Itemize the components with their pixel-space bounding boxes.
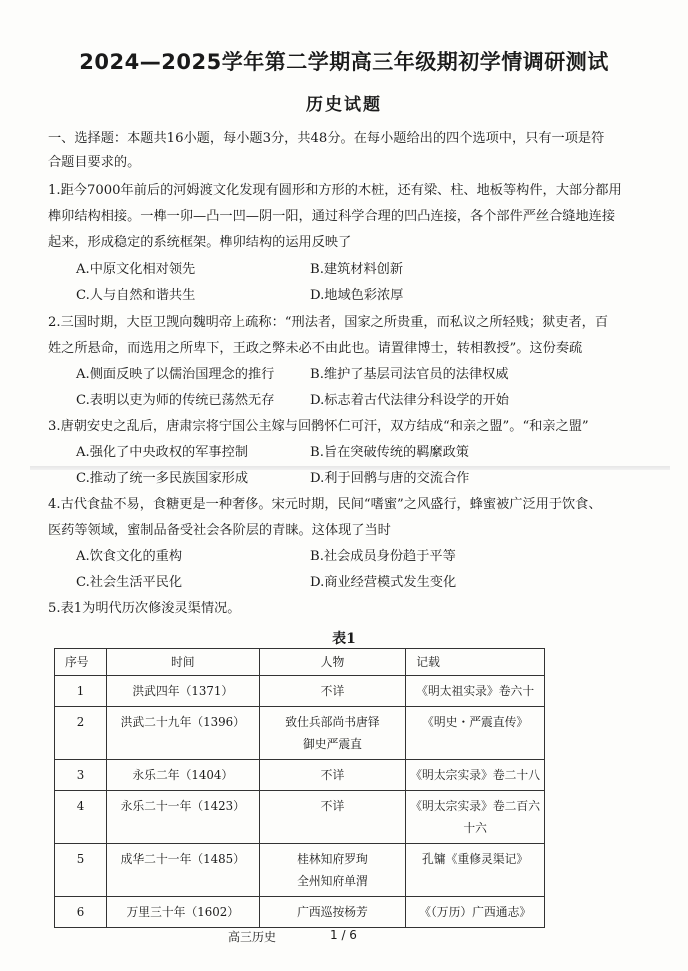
table-cell: 万里三十年（1602） [106,897,259,928]
table-row [55,897,545,928]
q4-option-a: A.饮食文化的重构 [76,549,183,564]
table-cell: 桂林知府罗珣 全州知府单渭 [259,844,406,897]
table-cell: 4 [55,791,107,844]
table-cell: 3 [55,760,107,791]
instructions-line-1: 一、选择题：本题共16小题，每小题3分，共48分。在每小题给出的四个选项中，只有一项是符 [48,131,605,146]
q3-option-a: A.强化了中央政权的军事控制 [76,445,248,460]
q2-option-d: D.标志着古代法律分科设学的开始 [310,393,509,408]
table-cell: 广西巡按杨芳 [259,897,406,928]
q1-option-c: C.人与自然和谐共生 [76,288,196,303]
q4-option-b: B.社会成员身份趋于平等 [310,549,456,564]
table-caption: 表1 [332,631,356,647]
q1-stem-line-1: 1.距今7000年前后的河姆渡文化发现有圆形和方形的木桩，还有梁、柱、地板等构件，大部分都用 [48,183,622,198]
table-cell: 《明史・严震直传》 [406,707,545,760]
q1-option-b: B.建筑材料创新 [310,262,404,277]
q1-option-d: D.地域色彩浓厚 [310,288,404,303]
q1-option-a: A.中原文化相对领先 [76,262,196,277]
table-row [55,760,545,791]
table-cell: 5 [55,844,107,897]
q3-option-d: D.利于回鹘与唐的交流合作 [310,471,470,486]
table-cell: 成华二十一年（1485） [106,844,259,897]
q1-stem-line-3: 起来，形成稳定的系统框架。榫卯结构的运用反映了 [48,235,352,250]
q4-stem-line-1: 4.古代食盐不易，食糖更是一种奢侈。宋元时期，民间“嗜蜜”之风盛行，蜂蜜被广泛用于饮食、 [48,497,602,512]
table-cell: 《明太祖实录》卷六十 [406,676,545,707]
table-cell: 致仕兵部尚书唐铎 御史严震直 [259,707,406,760]
q4-option-c: C.社会生活平民化 [76,575,183,590]
table-row [55,791,545,844]
table-1 [54,648,545,928]
table-cell: 永乐二十一年（1423） [106,791,259,844]
q5-stem-line-1: 5.表1为明代历次修浚灵渠情况。 [48,601,241,616]
table-header-cell: 人物 [259,649,406,676]
page-title: 2024—2025学年第二学期高三年级期初学情调研测试 [79,50,609,74]
table-header-cell: 记载 [406,649,545,676]
q2-stem-line-1: 2.三国时期，大臣卫觊向魏明帝上疏称：“刑法者，国家之所贵重，而私议之所轻贱；狱吏者，百 [48,315,609,330]
table-cell: 孔镛《重修灵渠记》 [406,844,545,897]
page-subtitle: 历史试题 [306,95,382,115]
table-row [55,676,545,707]
q3-option-c: C.推动了统一多民族国家形成 [76,471,249,486]
q1-stem-line-2: 榫卯结构相接。一榫一卯—凸一凹—阴一阳，通过科学合理的凹凸连接，各个部件严丝合缝地连接 [48,209,616,224]
q4-stem-line-2: 医药等领域，蜜制品备受社会各阶层的青睐。这体现了当时 [48,523,391,538]
table-header-cell: 时间 [106,649,259,676]
q2-option-b: B.维护了基层司法官员的法律权威 [310,367,509,382]
table-cell: 《（万历）广西通志》 [406,897,545,928]
table-cell: 不详 [259,676,406,707]
q3-stem-line-1: 3.唐朝安史之乱后，唐肃宗将宁国公主嫁与回鹘怀仁可汗，双方结成“和亲之盟”。“和亲之盟” [48,419,589,434]
q2-stem-line-2: 姓之所悬命，而选用之所卑下，王政之弊未必不由此也。请置律博士，转相教授”。这份奏疏 [48,341,583,356]
table-cell: 不详 [259,791,406,844]
q2-option-c: C.表明以吏为师的传统已荡然无存 [76,393,275,408]
table-cell: 《明太宗实录》卷二百六 十六 [406,791,545,844]
table-cell: 6 [55,897,107,928]
q4-option-d: D.商业经营模式发生变化 [310,575,457,590]
instructions-line-2: 合题目要求的。 [48,155,141,170]
table-header-row [55,649,545,676]
q3-option-b: B.旨在突破传统的羁縻政策 [310,445,469,460]
table-cell: 洪武二十九年（1396） [106,707,259,760]
footer-subject: 高三历史 [228,930,277,944]
table-cell: 2 [55,707,107,760]
q2-option-a: A.侧面反映了以儒治国理念的推行 [76,367,275,382]
table-header-cell: 序号 [55,649,107,676]
table-row [55,844,545,897]
table-cell: 1 [55,676,107,707]
table-cell: 洪武四年（1371） [106,676,259,707]
footer-page-number: 1 / 6 [330,928,357,942]
table-cell: 《明太宗实录》卷二十八 [406,760,545,791]
table-cell: 不详 [259,760,406,791]
table-cell: 永乐二年（1404） [106,760,259,791]
table-row [55,707,545,760]
